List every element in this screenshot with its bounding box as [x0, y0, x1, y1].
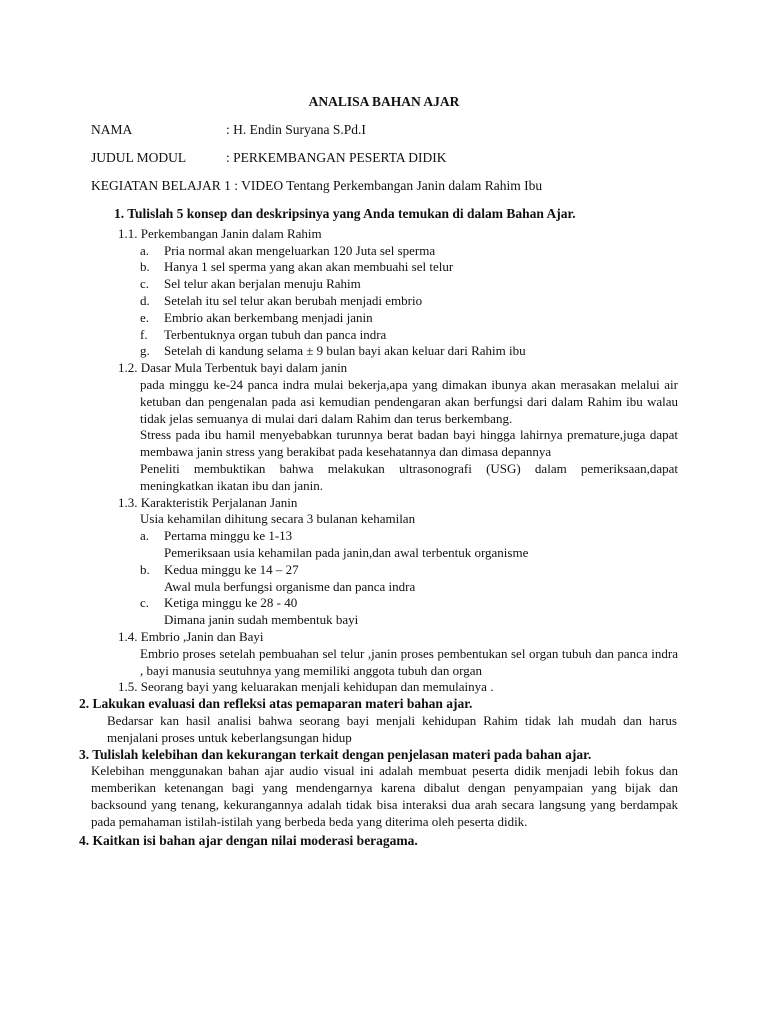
section-1-2-heading: 1.2. Dasar Mula Terbentuk bayi dalam janin [118, 360, 348, 376]
list-item: b. Hanya 1 sel sperma yang akan akan membuahi sel telur [140, 259, 454, 275]
paragraph: Stress pada ibu hamil menyebabkan turunnya berat badan bayi hingga lahirnya premature,juga dapat membawa janin stress yang berakibat pada kesehatannya dan dimasa depannya [140, 427, 678, 460]
meta-judul [91, 150, 447, 167]
list-item-desc: Pemeriksaan usia kehamilan pada janin,dan awal terbentuk organisme [164, 544, 529, 560]
section-1-1-heading: 1.1. Perkembangan Janin dalam Rahim [118, 225, 322, 241]
question-4: 4. Kaitkan isi bahan ajar dengan nilai moderasi beragama. [79, 833, 418, 849]
paragraph: Peneliti membuktikan bahwa melakukan ultrasonografi (USG) dalam pemeriksaan,dapat meningkatkan ikatan ibu dan janin. [140, 460, 678, 493]
list-item-desc: Awal mula berfungsi organisme dan panca indra [164, 578, 416, 594]
list-item: c. Ketiga minggu ke 28 - 40 [140, 595, 298, 611]
section-1-3-heading: 1.3. Karakteristik Perjalanan Janin [118, 494, 298, 510]
answer-3 [91, 763, 678, 830]
list-item: g. Setelah di kandung selama ± 9 bulan bayi akan keluar dari Rahim ibu [140, 343, 526, 359]
answer-2 [107, 713, 677, 747]
judul-value: : PERKEMBANGAN PESERTA DIDIK [226, 150, 447, 165]
section-1-4-heading: 1.4. Embrio ,Janin dan Bayi [118, 628, 264, 644]
paragraph: Usia kehamilan dihitung secara 3 bulanan kehamilan [140, 511, 416, 527]
meta-kegiatan: KEGIATAN BELAJAR 1 : VIDEO Tentang Perkembangan Janin dalam Rahim Ibu [91, 178, 543, 193]
judul-label: JUDUL MODUL [91, 150, 187, 165]
list-item: d. Setelah itu sel telur akan berubah menjadi embrio [140, 292, 423, 308]
list-item: b. Kedua minggu ke 14 – 27 [140, 561, 299, 577]
question-1: 1. Tulislah 5 konsep dan deskripsinya yang Anda temukan di dalam Bahan Ajar. [114, 206, 576, 221]
meta-nama [91, 122, 366, 139]
section-1-2-body [140, 377, 678, 495]
list-item: f. Terbentuknya organ tubuh dan panca indra [140, 326, 387, 342]
list-item: a. Pertama minggu ke 1-13 [140, 528, 293, 544]
list-item: a. Pria normal akan mengeluarkan 120 Juta sel sperma [140, 242, 436, 258]
page-title: ANALISA BAHAN AJAR [308, 94, 460, 109]
section-1-4-body [140, 646, 678, 680]
section-1-5-heading: 1.5. Seorang bayi yang keluarakan menjali kehidupan dan memulainya . [118, 679, 494, 695]
list-item-desc: Dimana janin sudah membentuk bayi [164, 612, 359, 628]
list-item: e. Embrio akan berkembang menjadi janin [140, 309, 373, 325]
paragraph: Bedarsar kan hasil analisi bahwa seorang bayi menjali kehidupan Rahim tidak lah mudah dan harus menjalani proses untuk keberlangsungan hidup [107, 712, 677, 745]
paragraph: Kelebihan menggunakan bahan ajar audio visual ini adalah membuat peserta didik menjadi lebih fokus dan memberikan ketenangan bagi yang mendengarnya karena dibalut dengan penyampaian yang bijak dan backsound yang tenang, kekurangannya adalah tidak bisa interaksi dua arah secara langsung yang berdampak pada pemahaman istilah-istilah yang berbeda beda yang diterima oleh peserta didik. [91, 763, 678, 829]
paragraph: pada minggu ke-24 panca indra mulai bekerja,apa yang dimakan ibunya akan merasakan melalui air ketuban dan pengenalan pada asi kemudian pendengaran akan berfungsi dari dalam Rahim ibu walau tidak jelas semuanya di mulai dari dalam Rahim dan terus berkembang. [140, 376, 678, 426]
question-2: 2. Lakukan evaluasi dan refleksi atas pemaparan materi bahan ajar. [79, 696, 473, 712]
document-body [0, 206, 768, 850]
section-1-3-body [140, 511, 678, 629]
list-item: c. Sel telur akan berjalan menuju Rahim [140, 276, 361, 292]
section-1-1-list [140, 242, 684, 361]
section-1-3-list [140, 528, 678, 629]
nama-value: : H. Endin Suryana S.Pd.I [226, 122, 366, 137]
nama-label: NAMA [91, 122, 133, 137]
question-3: 3. Tulislah kelebihan dan kekurangan terkait dengan penjelasan materi pada bahan ajar. [79, 746, 592, 762]
paragraph: Embrio proses setelah pembuahan sel telur ,janin proses pembentukan sel organ tubuh dan panca indra , bayi manusia seutuhnya yang memiliki anggota tubuh dan organ [140, 645, 678, 678]
